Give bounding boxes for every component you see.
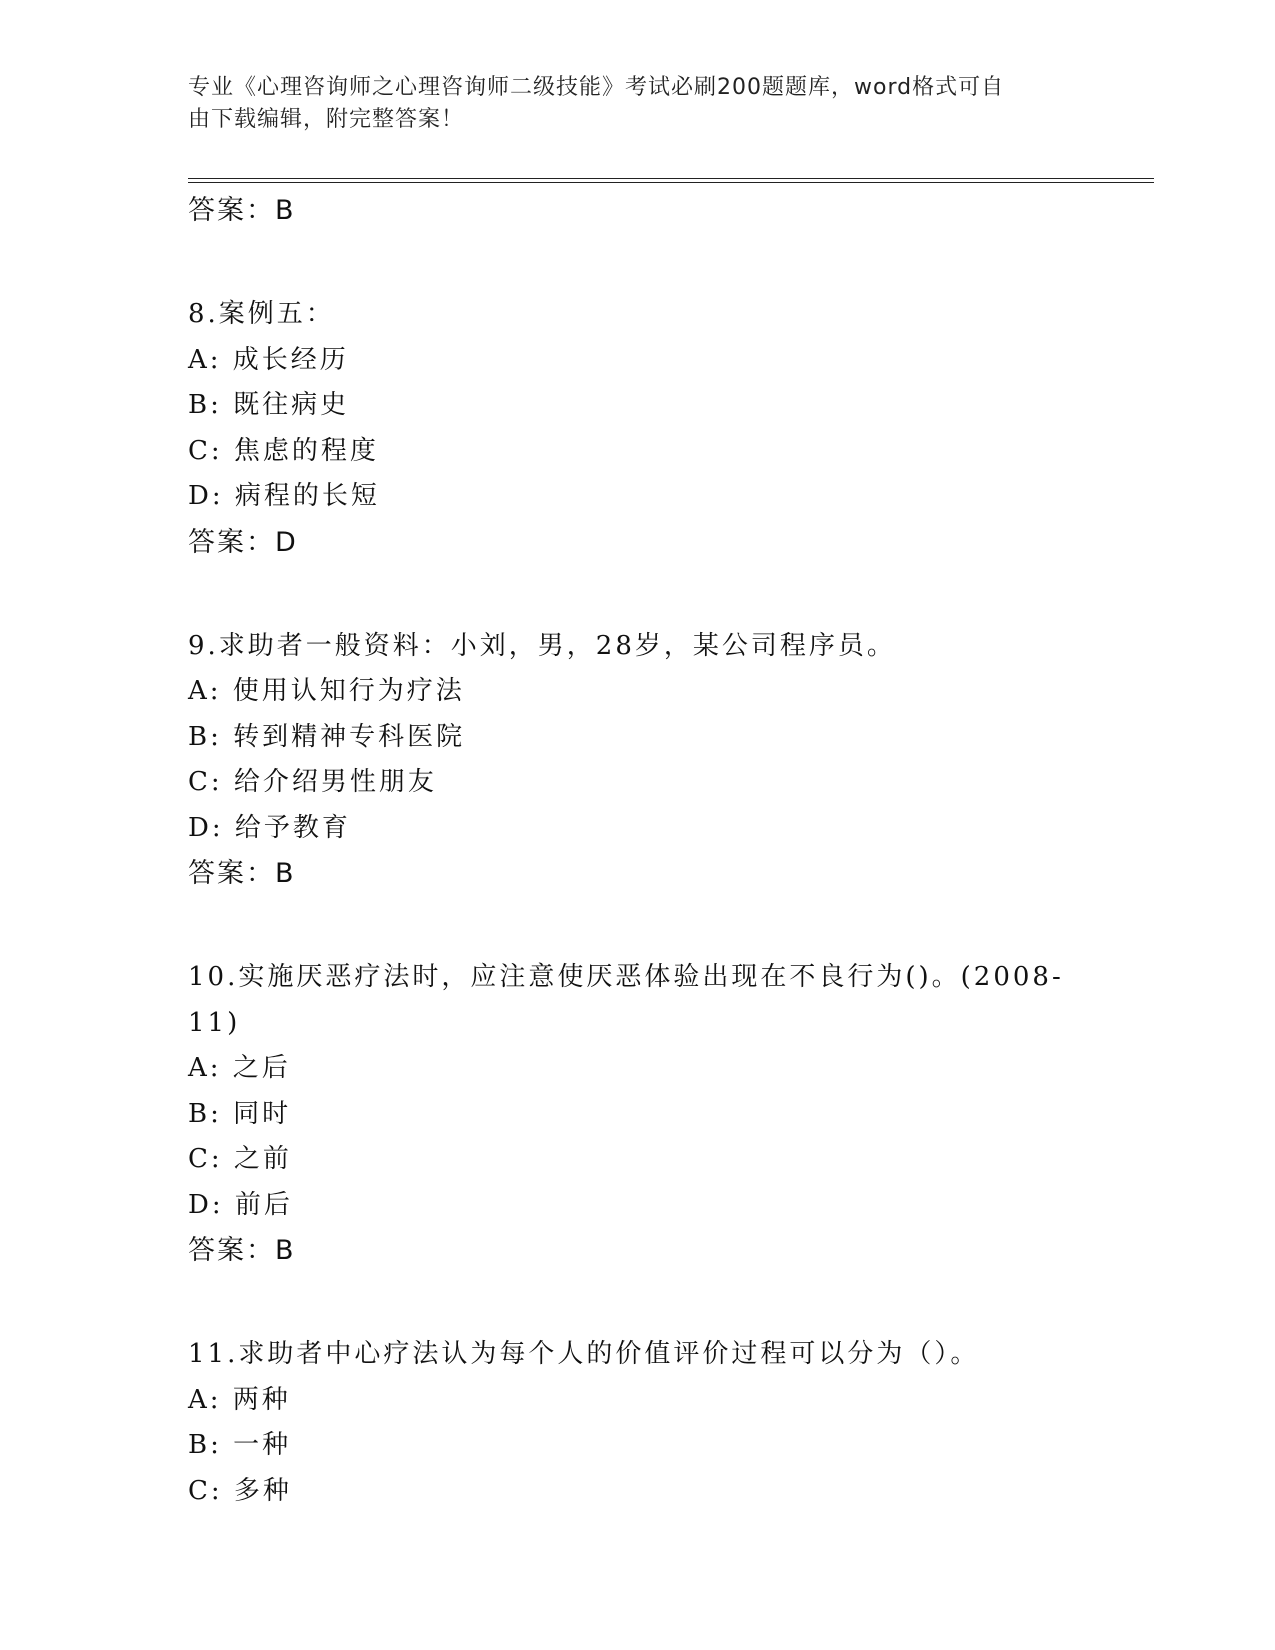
question-list xyxy=(188,188,1088,1514)
option-d: D: 病程的长短 xyxy=(188,481,380,511)
option-b: B: 一种 xyxy=(188,1430,292,1460)
option-b: B: 转到精神专科医院 xyxy=(188,721,466,752)
answer-line: 答案：D xyxy=(188,526,298,558)
header-divider xyxy=(188,178,1154,183)
answer-line: 答案：B xyxy=(188,858,296,889)
header-line-1: 专业《心理咨询师之心理咨询师二级技能》考试必刷200题题库，word格式可自 xyxy=(188,75,1005,100)
option-a: A: 之后 xyxy=(188,1053,291,1083)
question-stem: 9.求助者一般资料：小刘，男，28岁，某公司程序员。 xyxy=(188,630,896,661)
option-d: D: 前后 xyxy=(188,1189,293,1220)
option-a: A: 使用认知行为疗法 xyxy=(188,676,465,706)
question-gap xyxy=(188,234,1088,292)
answer-line: 答案：B xyxy=(188,195,296,226)
document-header xyxy=(188,72,1088,136)
answer-line: 答案：B xyxy=(188,1235,296,1266)
question-gap xyxy=(188,566,1088,624)
option-b: B: 同时 xyxy=(188,1098,292,1129)
question-gap xyxy=(188,1274,1088,1332)
question-stem: 11.求助者中心疗法认为每个人的价值评价过程可以分为（）。 xyxy=(188,1339,980,1369)
option-c: C: 之前 xyxy=(188,1144,292,1174)
option-b: B: 既往病史 xyxy=(188,390,350,420)
question-block xyxy=(188,292,1088,566)
option-c: C: 多种 xyxy=(188,1475,292,1506)
question-gap xyxy=(188,897,1088,955)
question-stem: 8.案例五： xyxy=(188,299,335,329)
option-a: A: 两种 xyxy=(188,1384,291,1415)
question-stem-line-1: 10.实施厌恶疗法时，应注意使厌恶体验出现在不良行为()。(2008- xyxy=(188,962,1064,992)
question-block xyxy=(188,955,1088,1274)
question-block xyxy=(188,624,1088,898)
option-c: C: 焦虑的程度 xyxy=(188,435,379,466)
question-block xyxy=(188,1332,1088,1514)
option-a: A: 成长经历 xyxy=(188,344,349,375)
option-d: D: 给予教育 xyxy=(188,812,351,843)
header-line-2: 由下载编辑，附完整答案！ xyxy=(188,107,465,132)
question-stem-line-2: 11) xyxy=(188,1007,241,1038)
option-c: C: 给介绍男性朋友 xyxy=(188,767,437,797)
